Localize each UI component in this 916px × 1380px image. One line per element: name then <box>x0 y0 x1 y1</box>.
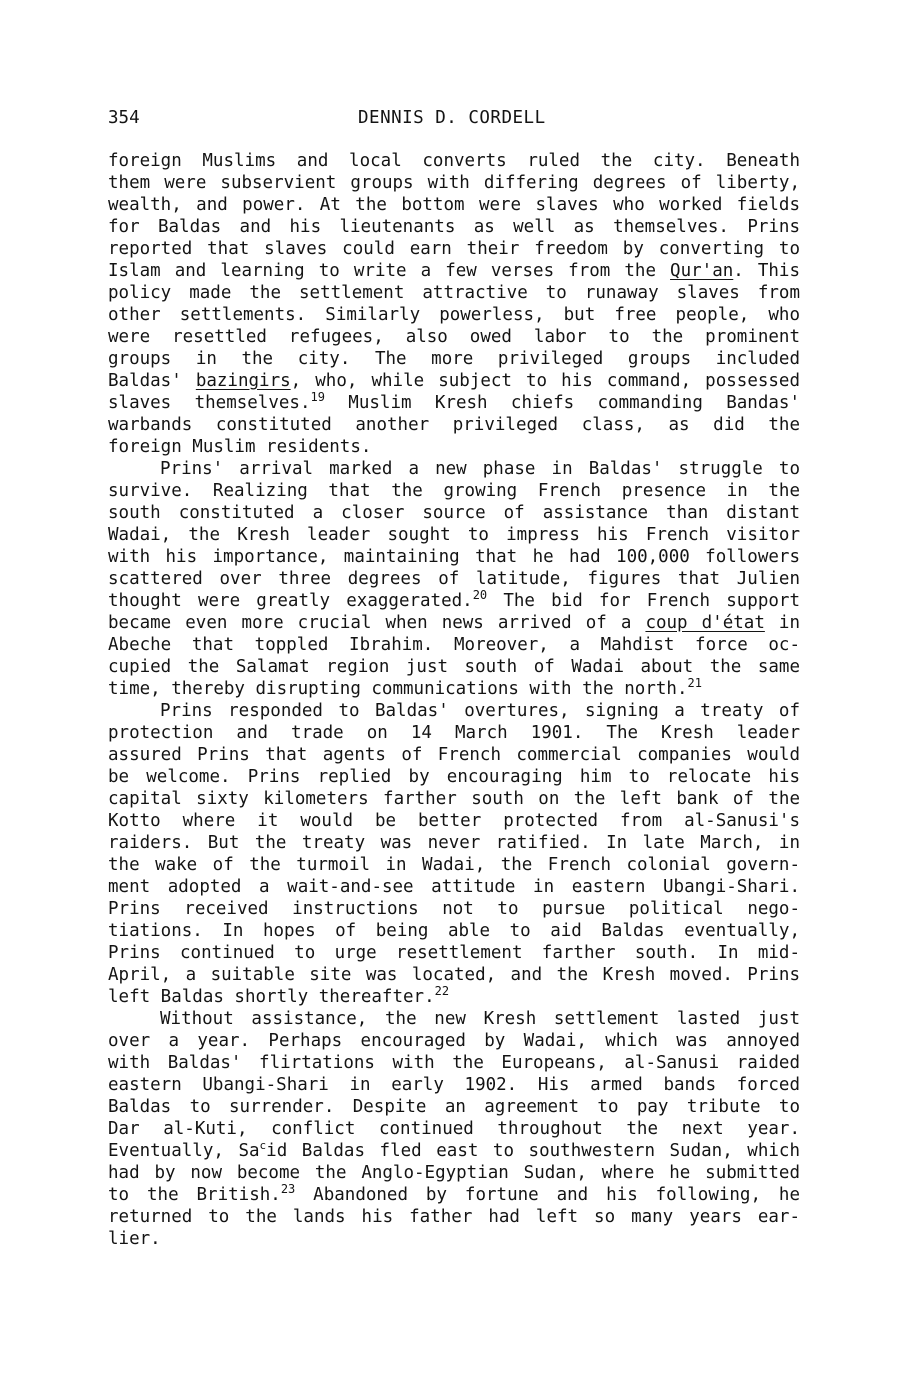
text-line <box>108 590 800 612</box>
text-line: with his importance, maintaining that he had 100,000 followers <box>108 547 800 567</box>
text-line: scattered over three degrees of latitude, figures that Julien <box>108 569 800 589</box>
text-line: Prins' arrival marked a new phase in Baldas' struggle to <box>160 459 800 479</box>
text-run: Baldas' <box>108 371 196 391</box>
text-line: were resettled refugees, also owed labor to the prominent <box>108 327 800 347</box>
body-text <box>108 150 800 1250</box>
text-line: foreign Muslim residents. <box>108 437 372 457</box>
text-line: Abeche that toppled Ibrahim. Moreover, a Mahdist force oc- <box>108 635 800 655</box>
text-line: assured Prins that agents of French commercial companies would <box>108 745 800 765</box>
text-line: other settlements. Similarly powerless, but free people, who <box>108 305 800 325</box>
text-line: for Baldas and his lieutenants as well as themselves. Prins <box>108 217 800 237</box>
text-line: cupied the Salamat region just south of Wadai about the same <box>108 657 800 677</box>
text-line: tiations. In hopes of being able to aid Baldas eventually, <box>108 921 800 941</box>
running-head: DENNIS D. CORDELL <box>358 108 546 128</box>
text-line: Dar al-Kuti, conflict continued throughout the next year. <box>108 1119 800 1139</box>
text-line: Baldas to surrender. Despite an agreement to pay tribute to <box>108 1097 800 1117</box>
page-number: 354 <box>108 108 140 128</box>
text-line: eastern Ubangi-Shari in early 1902. His armed bands forced <box>108 1075 800 1095</box>
italic-term: bazingirs <box>195 371 291 391</box>
text-line: ment adopted a wait-and-see attitude in eastern Ubangi-Shari. <box>108 877 800 897</box>
text-run: Islam and learning to write a few verses from the <box>108 261 671 281</box>
paragraph-1 <box>108 150 800 458</box>
text-line: them were subservient groups with differing degrees of liberty, <box>108 173 800 193</box>
text-run: to the British. <box>108 1185 281 1205</box>
paragraph-3 <box>108 700 800 1008</box>
text-line: wealth, and power. At the bottom were slaves who worked fields <box>108 195 800 215</box>
text-line: Wadai, the Kresh leader sought to impress his French visitor <box>108 525 800 545</box>
text-line: reported that slaves could earn their freedom by converting to <box>108 239 800 259</box>
text-line: had by now become the Anglo-Egyptian Sudan, where he submitted <box>108 1163 800 1183</box>
text-line: capital sixty kilometers farther south on the left bank of the <box>108 789 800 809</box>
text-line: April, a suitable site was located, and the Kresh moved. Prins <box>108 965 800 985</box>
text-line: Kotto where it would be better protected from al-Sanusi's <box>108 811 800 831</box>
text-run: id Baldas fled east to southwestern Sudan, which <box>266 1141 800 1161</box>
text-run: Eventually, Sa <box>108 1141 260 1161</box>
footnote-marker: 23 <box>280 1182 296 1196</box>
text-run: , who, while subject to his command, possessed <box>290 371 800 391</box>
page-header <box>108 108 800 132</box>
text-line <box>108 370 800 392</box>
text-run: thought were greatly exaggerated. <box>108 591 473 611</box>
text-run: Abandoned by fortune and his following, he <box>295 1185 800 1205</box>
text-line: raiders. But the treaty was never ratified. In late March, in <box>108 833 800 853</box>
text-line: returned to the lands his father had left so many years ear- <box>108 1207 800 1227</box>
text-line: over a year. Perhaps encouraged by Wadai, which was annoyed <box>108 1031 800 1051</box>
text-line: with Baldas' flirtations with the Europeans, al-Sanusi raided <box>108 1053 800 1073</box>
text-line: Without assistance, the new Kresh settlement lasted just <box>160 1009 800 1029</box>
text-run: time, thereby disrupting communications with the north. <box>108 679 688 699</box>
text-line: policy made the settlement attractive to runaway slaves from <box>108 283 800 303</box>
footnote-marker: 19 <box>310 390 325 404</box>
text-line: Prins responded to Baldas' overtures, signing a treaty of <box>160 701 800 721</box>
text-run: Muslim Kresh chiefs commanding Bandas' <box>324 393 800 413</box>
ain-mark: c <box>259 1139 267 1152</box>
text-run: slaves themselves. <box>108 393 311 413</box>
text-line <box>108 612 800 634</box>
italic-term: Qur'an <box>670 261 734 281</box>
text-line <box>108 392 800 414</box>
text-line: south constituted a closer source of assistance than distant <box>108 503 800 523</box>
text-line: protection and trade on 14 March 1901. The Kresh leader <box>108 723 800 743</box>
text-line: be welcome. Prins replied by encouraging him to relocate his <box>108 767 800 787</box>
text-line: Prins received instructions not to pursue political nego- <box>108 899 800 919</box>
text-line <box>108 986 800 1008</box>
italic-term: coup d'état <box>645 613 765 633</box>
text-run: The bid for French support <box>487 591 800 611</box>
footnote-marker: 20 <box>472 588 488 602</box>
paragraph-2 <box>108 458 800 700</box>
footnote-marker: 22 <box>434 984 450 998</box>
text-line: the wake of the turmoil in Wadai, the French colonial govern- <box>108 855 800 875</box>
text-line: foreign Muslims and local converts ruled the city. Beneath <box>108 151 800 171</box>
text-line: groups in the city. The more privileged groups included <box>108 349 800 369</box>
text-line: survive. Realizing that the growing French presence in the <box>108 481 800 501</box>
paragraph-4 <box>108 1008 800 1250</box>
text-line <box>108 1140 800 1162</box>
footnote-marker: 21 <box>687 676 702 690</box>
text-line <box>108 260 800 282</box>
text-line: Prins continued to urge resettlement farther south. In mid- <box>108 943 800 963</box>
text-run: in <box>764 613 800 633</box>
text-run: became even more crucial when news arrived of a <box>108 613 646 633</box>
text-run: left Baldas shortly thereafter. <box>108 987 435 1007</box>
text-line <box>108 678 800 700</box>
text-line: lier. <box>108 1229 161 1249</box>
text-line: warbands constituted another privileged class, as did the <box>108 415 800 435</box>
text-run: . This <box>733 261 801 281</box>
text-line <box>108 1184 800 1206</box>
